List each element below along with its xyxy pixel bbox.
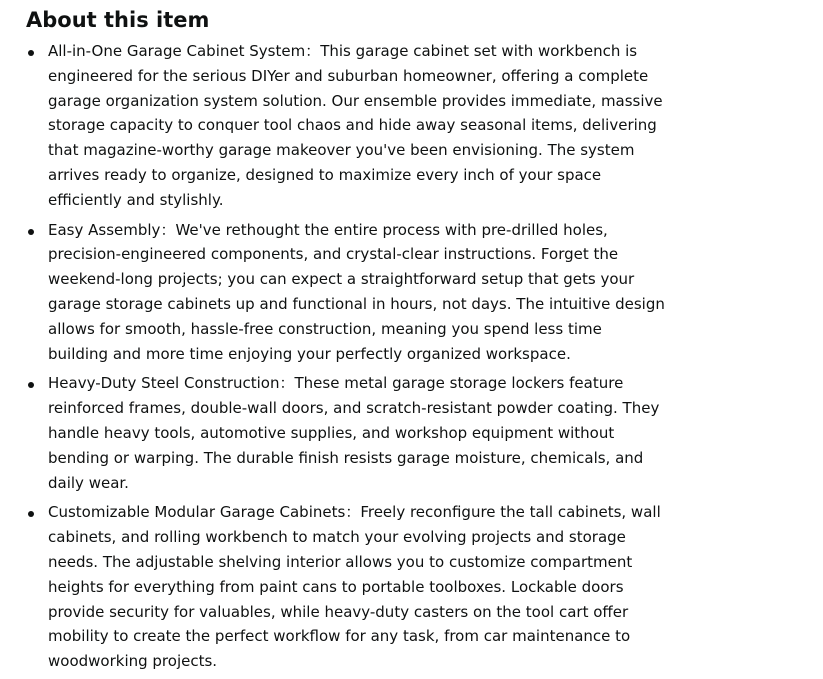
bullet-label: Heavy-Duty Steel Construction <box>48 374 280 393</box>
bullet-dot-icon <box>28 511 34 517</box>
feature-bullet-steel-construction <box>26 371 666 495</box>
bullet-body: Freely reconfigure the tall cabinets, wall cabinets, and rolling workbench to match your evolving projects and storage needs. The adjustable shelving interior allows you to customize compartment heights for everything from paint cans to portable toolboxes. Lockable doors provide security for valuables, while heavy-duty casters on the tool cart offer mobility to create the perfect workflow for any task, from car maintenance to woodworking projects. <box>48 503 661 671</box>
bullet-label: Easy Assembly <box>48 220 161 239</box>
section-heading: About this item <box>26 8 210 32</box>
bullet-label: Customizable Modular Garage Cabinets <box>48 503 346 522</box>
bullet-dot-icon <box>28 50 34 56</box>
bullet-dot-icon <box>28 382 34 388</box>
bullet-label: All-in-One Garage Cabinet System <box>48 42 306 60</box>
feature-bullet-all-in-one <box>26 39 666 213</box>
about-this-item-section <box>26 4 666 679</box>
feature-bullet-modular-cabinets <box>26 500 666 674</box>
bullet-separator: ： <box>160 220 176 239</box>
feature-bullet-list <box>26 39 666 674</box>
bullet-separator: ： <box>279 374 295 393</box>
bullet-body: We've rethought the entire process with pre-drilled holes, precision-engineered components, and crystal-clear instructions. Forget the weekend-long projects; you can expect a straightforward setup that gets your garage storage cabinets up and functional in hours, not days. The intuitive design allows for smooth, hassle-free construction, meaning you spend less time building and more time enjoying your perfectly organized workspace. <box>48 220 665 363</box>
bullet-separator: ： <box>305 42 321 60</box>
bullet-dot-icon <box>28 229 34 235</box>
bullet-body: These metal garage storage lockers feature reinforced frames, double-wall doors, and scratch-resistant powder coating. They handle heavy tools, automotive supplies, and workshop equipment without bending or warping. The durable finish resists garage moisture, chemicals, and daily wear. <box>48 374 660 492</box>
bullet-separator: ： <box>345 503 361 522</box>
bullet-body: This garage cabinet set with workbench is engineered for the serious DIYer and suburban homeowner, offering a complete garage organization system solution. Our ensemble provides immediate, massive storage capacity to conquer tool chaos and hide away seasonal items, delivering that magazine-worthy garage makeover you've been envisioning. The system arrives ready to organize, designed to maximize every inch of your space efficiently and stylishly. <box>48 42 663 209</box>
feature-bullet-easy-assembly <box>26 218 666 367</box>
